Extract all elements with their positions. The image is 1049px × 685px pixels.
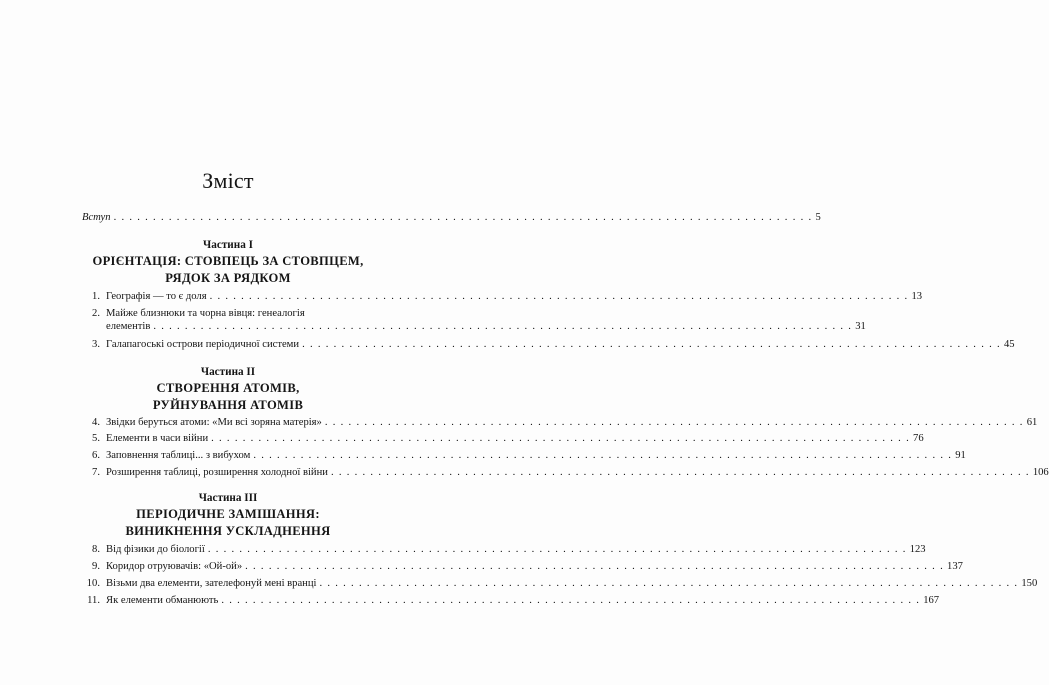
toc-entry[interactable] bbox=[82, 290, 923, 303]
entry-number: 8. bbox=[92, 544, 100, 555]
entry-page: 137 bbox=[947, 561, 963, 572]
entry-page: 76 bbox=[913, 433, 924, 444]
leader-dots bbox=[114, 211, 813, 224]
toc-entry[interactable] bbox=[82, 449, 966, 462]
leader-dots bbox=[208, 543, 907, 556]
entry-title: Візьми два елементи, зателефонуй мені вранці bbox=[106, 578, 317, 589]
toc-entry-intro[interactable] bbox=[82, 211, 821, 224]
entry-page: 31 bbox=[855, 321, 866, 332]
entry-page: 13 bbox=[911, 291, 923, 302]
toc-entry[interactable] bbox=[82, 594, 940, 607]
entry-title: Вступ bbox=[82, 212, 111, 223]
toc-entry[interactable] bbox=[82, 338, 1015, 351]
part-title-line: ОРІЄНТАЦІЯ: СТОВПЕЦЬ ЗА СТОВПЦЕМ, bbox=[92, 254, 364, 268]
entry-number: 4. bbox=[92, 417, 100, 428]
entry-title: Елементи в часи війни bbox=[106, 433, 209, 444]
page-title: Зміст bbox=[202, 168, 254, 193]
entry-number: 1. bbox=[92, 291, 100, 302]
entry-page: 106 bbox=[1032, 467, 1049, 478]
toc-entry[interactable] bbox=[82, 432, 924, 445]
part-label: Частина ІІІ bbox=[198, 492, 258, 504]
toc-entry[interactable] bbox=[82, 543, 926, 556]
toc-entry[interactable] bbox=[82, 466, 1049, 479]
leader-dots bbox=[331, 466, 1030, 479]
entry-number: 10. bbox=[86, 578, 100, 589]
entry-page: 45 bbox=[1003, 339, 1015, 350]
entry-number: 5. bbox=[92, 433, 100, 444]
toc-entry[interactable] bbox=[82, 577, 1038, 590]
entry-title: Від фізики до біології bbox=[106, 544, 205, 555]
part-title-line: РУЙНУВАННЯ АТОМІВ bbox=[152, 398, 304, 412]
part-title-line: ВИНИКНЕННЯ УСКЛАДНЕННЯ bbox=[125, 524, 331, 538]
leader-dots bbox=[211, 432, 910, 445]
entry-title: Галапагоські острови періодичної системи bbox=[106, 339, 300, 350]
entry-title: Коридор отруювачів: «Ой-ой» bbox=[106, 561, 243, 572]
leader-dots bbox=[153, 320, 852, 333]
entry-number: 7. bbox=[92, 467, 100, 478]
part-title-line: СТВОРЕННЯ АТОМІВ, bbox=[156, 381, 300, 395]
entry-page: 167 bbox=[923, 595, 940, 606]
entry-number: 3. bbox=[92, 339, 100, 350]
entry-title: Заповнення таблиці... з вибухом bbox=[106, 450, 251, 461]
entry-title: Розширення таблиці, розширення холодної війни bbox=[106, 467, 328, 478]
entry-number: 9. bbox=[92, 561, 100, 572]
entry-page: 5 bbox=[815, 212, 821, 223]
leader-dots bbox=[221, 594, 920, 607]
entry-title: Як елементи обманюють bbox=[106, 595, 219, 606]
leader-dots bbox=[245, 560, 944, 573]
leader-dots bbox=[302, 338, 1001, 351]
part-label: Частина І bbox=[203, 239, 253, 251]
part-title-line: РЯДОК ЗА РЯДКОМ bbox=[165, 271, 291, 285]
entry-title: Географія — то є доля bbox=[106, 291, 207, 302]
leader-dots bbox=[253, 449, 952, 462]
toc-entry[interactable] bbox=[82, 307, 866, 333]
toc-entry[interactable] bbox=[82, 560, 963, 573]
entry-page: 91 bbox=[955, 450, 966, 461]
entry-number: 11. bbox=[87, 595, 100, 606]
toc-entry[interactable] bbox=[82, 416, 1038, 429]
entry-number: 2. bbox=[92, 308, 100, 319]
entry-number: 6. bbox=[92, 450, 100, 461]
entry-title: Майже близнюки та чорна вівця: генеалогія bbox=[106, 308, 305, 319]
part-label: Частина ІІ bbox=[200, 366, 256, 378]
leader-dots bbox=[210, 290, 909, 303]
leader-dots bbox=[319, 577, 1018, 590]
entry-title-continued: елементів bbox=[106, 321, 151, 332]
leader-dots bbox=[325, 416, 1024, 429]
entry-page: 150 bbox=[1021, 578, 1038, 589]
entry-page: 61 bbox=[1026, 417, 1038, 428]
part-title-line: ПЕРІОДИЧНЕ ЗАМІШАННЯ: bbox=[136, 507, 320, 521]
entry-title: Звідки беруться атоми: «Ми всі зоряна матерія» bbox=[106, 417, 322, 428]
entry-page: 123 bbox=[909, 544, 926, 555]
